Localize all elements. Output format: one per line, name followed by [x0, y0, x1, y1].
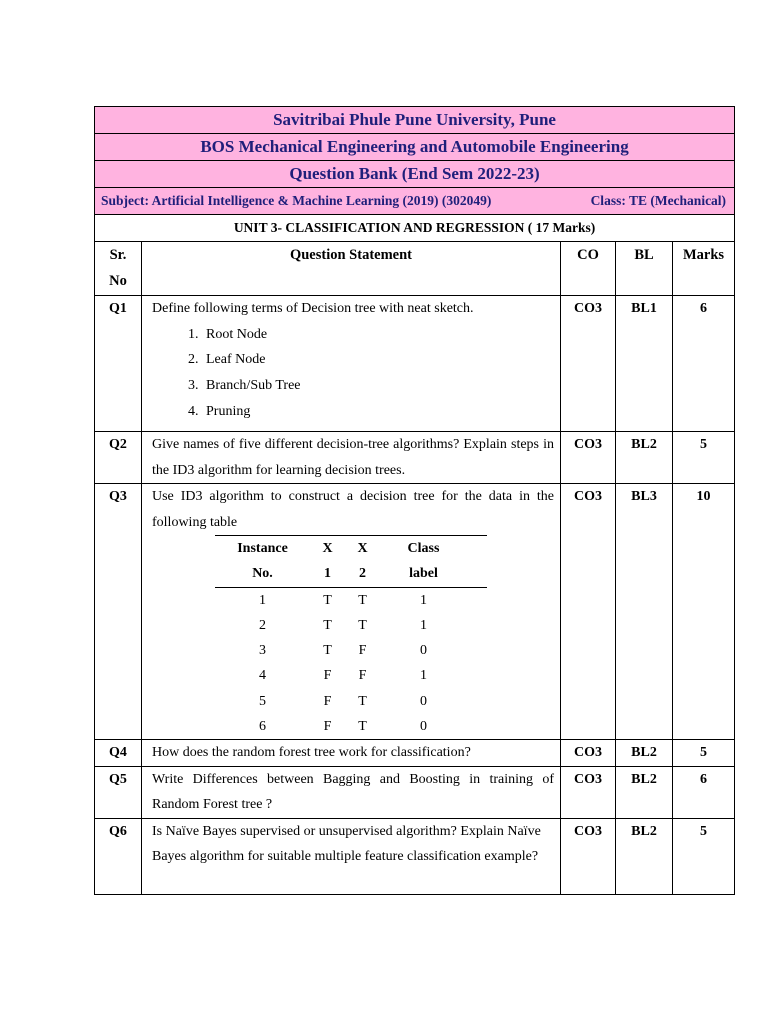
question-co: CO3: [561, 484, 616, 740]
question-bl: BL2: [616, 818, 673, 894]
col-sr-label: Sr.: [109, 247, 127, 263]
question-statement: [142, 484, 561, 740]
term-item: 4. Pruning: [202, 399, 554, 425]
subject-label: Subject: Artificial Intelligence & Machine Learning (2019) (302049): [101, 193, 492, 208]
cell-instance: 1: [259, 592, 266, 608]
cell-x1: T: [323, 643, 332, 659]
question-statement: Write Differences between Bagging and Boosting in training of Random Forest tree ?: [142, 766, 561, 818]
cell-class: 1: [420, 592, 427, 608]
question-bl: BL3: [616, 484, 673, 740]
question-co: CO3: [561, 766, 616, 818]
header-no: No.: [215, 561, 310, 587]
table-row: [215, 587, 487, 613]
question-statement: [142, 296, 561, 432]
table-row: [215, 663, 487, 688]
question-marks: 6: [673, 296, 735, 432]
question-bl: BL2: [616, 432, 673, 484]
cell-x1: F: [323, 693, 332, 709]
university-title: Savitribai Phule Pune University, Pune: [95, 107, 735, 134]
cell-x2: T: [358, 719, 367, 735]
question-marks: 5: [673, 432, 735, 484]
table-row: [215, 689, 487, 714]
question-marks: 10: [673, 484, 735, 740]
question-row-q1: [95, 296, 735, 432]
question-number: Q3: [95, 484, 142, 740]
question-number: Q5: [95, 766, 142, 818]
question-marks: 6: [673, 766, 735, 818]
question-row-q5: [95, 766, 735, 818]
cell-instance: 5: [259, 693, 266, 709]
question-marks: 5: [673, 740, 735, 767]
cell-x1: T: [323, 617, 332, 633]
cell-instance: 3: [259, 643, 266, 659]
question-row-q3: [95, 484, 735, 740]
col-marks: Marks: [673, 242, 735, 296]
question-text: Define following terms of Decision tree with neat sketch.: [152, 301, 474, 316]
cell-x2: F: [358, 668, 367, 684]
question-co: CO3: [561, 296, 616, 432]
cell-x1: T: [323, 592, 332, 608]
table-row: [215, 638, 487, 663]
subscript-2: 2: [345, 561, 380, 587]
table-row: [215, 613, 487, 638]
question-bl: BL2: [616, 766, 673, 818]
question-bank-table: [94, 106, 735, 895]
question-bank-page: [94, 106, 734, 895]
term-list: [152, 322, 554, 425]
question-row-q4: [95, 740, 735, 767]
question-bl: BL1: [616, 296, 673, 432]
cell-x1: F: [323, 668, 332, 684]
table-row: [215, 714, 487, 739]
question-statement: Give names of five different decision-tree algorithms? Explain steps in the ID3 algorithm for learning decision trees.: [142, 432, 561, 484]
cell-instance: 4: [259, 668, 266, 684]
cell-class: 0: [420, 719, 427, 735]
question-statement: Is Naïve Bayes supervised or unsupervised algorithm? Explain Naïve Bayes algorithm for suitable multiple feature classification example?: [142, 818, 561, 894]
question-row-q6: [95, 818, 735, 894]
col-no-label: No: [109, 273, 127, 289]
subscript-1: 1: [310, 561, 345, 587]
header-instance: Instance: [215, 536, 310, 562]
question-co: CO3: [561, 740, 616, 767]
question-co: CO3: [561, 818, 616, 894]
cell-instance: 6: [259, 719, 266, 735]
question-text: Use ID3 algorithm to construct a decision tree for the data in the following table: [152, 489, 554, 530]
header-x2: X: [345, 536, 380, 562]
col-sr-no: [95, 242, 142, 296]
training-data-table: [215, 535, 487, 739]
col-bl: BL: [616, 242, 673, 296]
question-number: Q2: [95, 432, 142, 484]
header-class: Class: [380, 536, 467, 562]
question-bank-title: Question Bank (End Sem 2022-23): [95, 161, 735, 188]
question-bl: BL2: [616, 740, 673, 767]
question-co: CO3: [561, 432, 616, 484]
cell-x2: T: [358, 592, 367, 608]
training-table-header: [215, 536, 487, 562]
cell-x2: T: [358, 693, 367, 709]
question-number: Q6: [95, 818, 142, 894]
question-statement: How does the random forest tree work for classification?: [142, 740, 561, 767]
question-row-q2: [95, 432, 735, 484]
training-table-subheader: [215, 561, 487, 587]
col-question-statement: Question Statement: [142, 242, 561, 296]
term-item: 1. Root Node: [202, 322, 554, 348]
cell-x2: T: [358, 617, 367, 633]
class-label: Class: TE (Mechanical): [590, 193, 727, 208]
cell-x2: F: [358, 643, 367, 659]
header-label: label: [380, 561, 467, 587]
question-marks: 5: [673, 818, 735, 894]
cell-class: 1: [420, 617, 427, 633]
cell-class: 0: [420, 643, 427, 659]
question-number: Q1: [95, 296, 142, 432]
cell-class: 1: [420, 668, 427, 684]
term-item: 3. Branch/Sub Tree: [202, 373, 554, 399]
header-x1: X: [310, 536, 345, 562]
term-item: 2. Leaf Node: [202, 347, 554, 373]
cell-instance: 2: [259, 617, 266, 633]
board-title: BOS Mechanical Engineering and Automobile Engineering: [95, 134, 735, 161]
subject-row: [95, 188, 735, 215]
col-co: CO: [561, 242, 616, 296]
question-number: Q4: [95, 740, 142, 767]
cell-class: 0: [420, 693, 427, 709]
cell-x1: F: [323, 719, 332, 735]
unit-title: UNIT 3- CLASSIFICATION AND REGRESSION ( 17 Marks): [95, 215, 735, 242]
